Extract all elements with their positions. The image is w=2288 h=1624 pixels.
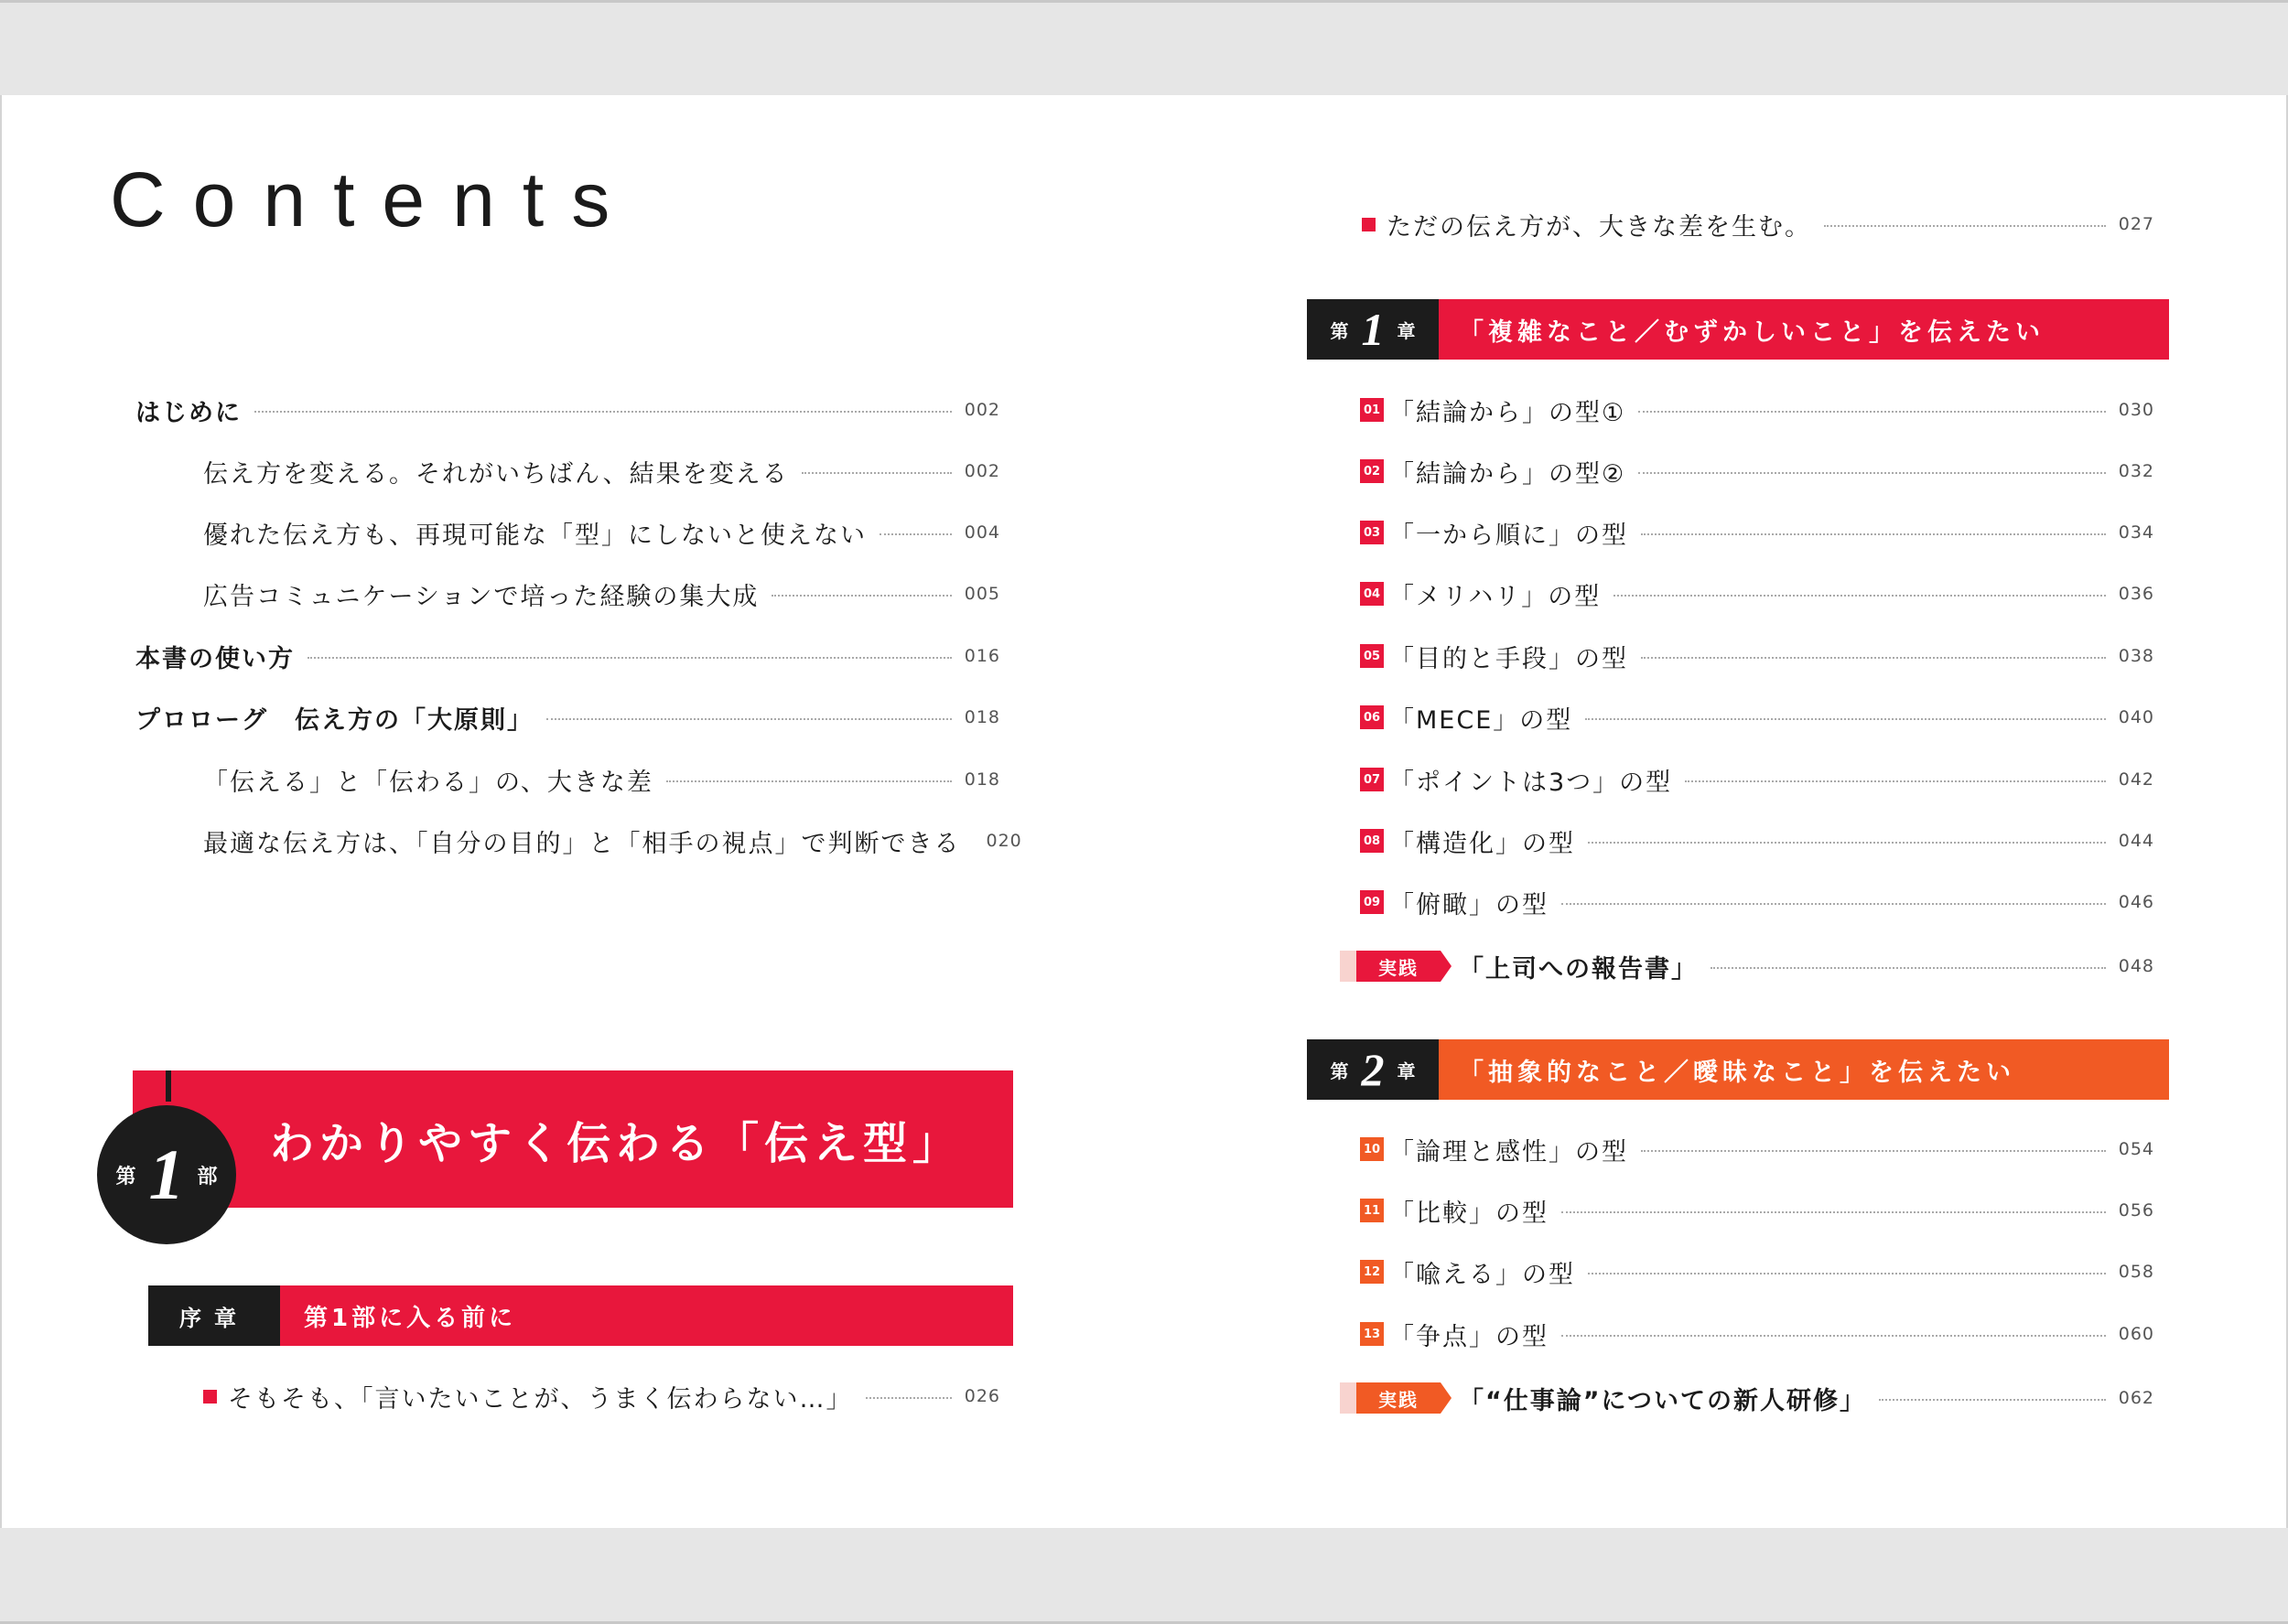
toc-item-08[interactable] [1360, 823, 2154, 859]
toc-entry-label: 広告コミュニケーションで培った経験の集大成 [203, 582, 760, 611]
chapter-sho: 章 [1397, 319, 1416, 342]
leader-dots [1561, 1335, 2106, 1337]
item-number-badge: 12 [1360, 1260, 1384, 1284]
item-number-badge: 08 [1360, 829, 1384, 853]
chapter-title: 「複雑なこと／むずかしいこと」を伝えたい [1439, 299, 2169, 360]
toc-entry-label: はじめに [135, 398, 242, 427]
page-number: 004 [964, 522, 1000, 543]
page-number: 027 [2118, 214, 2154, 234]
chapter-number-block [1307, 1039, 1439, 1100]
leader-dots [880, 533, 952, 535]
leader-dots [866, 1397, 952, 1399]
leader-dots [1588, 842, 2106, 844]
page-number: 018 [964, 769, 1000, 790]
toc-item-10[interactable] [1360, 1131, 2154, 1167]
toc-entry-label: 「メリハリ」の型 [1389, 582, 1602, 611]
item-number-badge: 07 [1360, 768, 1384, 791]
item-number-badge: 01 [1360, 398, 1384, 422]
leader-dots [1638, 472, 2106, 474]
toc-entry-label: 「構造化」の型 [1389, 829, 1575, 858]
toc-entry[interactable] [203, 575, 1000, 612]
item-number-badge: 05 [1360, 644, 1384, 668]
toc-entry-prologue-item[interactable] [203, 1378, 1000, 1414]
toc-entry-label: 最適な伝え方は、「自分の目的」と「相手の視点」で判断できる [203, 829, 961, 858]
leader-dots [1561, 1211, 2106, 1213]
toc-entry[interactable] [203, 453, 1000, 489]
toc-entry-label: 「喩える」の型 [1389, 1260, 1575, 1289]
toc-entry-prologue[interactable] [135, 699, 1000, 736]
item-number-badge: 02 [1360, 459, 1384, 483]
toc-item-03[interactable] [1360, 514, 2154, 551]
toc-entry-label: 本書の使い方 [135, 644, 295, 673]
page-number: 005 [964, 584, 1000, 604]
item-number-badge: 06 [1360, 705, 1384, 729]
part-number: 1 [148, 1135, 185, 1214]
chapter-dai: 第 [1330, 319, 1349, 342]
page-number: 062 [2118, 1388, 2154, 1408]
bottom-frame [0, 1528, 2288, 1624]
page-number: 032 [2118, 461, 2154, 481]
leader-dots [546, 718, 952, 720]
page-number: 056 [2118, 1200, 2154, 1221]
bullet-square-icon [203, 1390, 217, 1404]
toc-entry[interactable] [203, 514, 1000, 551]
toc-entry-usage[interactable] [135, 638, 1000, 674]
item-number-badge: 04 [1360, 582, 1384, 606]
leader-dots [1638, 411, 2106, 413]
toc-entry-label: 「争点」の型 [1389, 1322, 1549, 1351]
toc-entry-label: 優れた伝え方も、再現可能な「型」にしないと使えない [203, 521, 867, 550]
item-number-badge: 09 [1360, 890, 1384, 914]
toc-item-11[interactable] [1360, 1192, 2154, 1229]
page-number: 026 [964, 1386, 1000, 1406]
leader-dots [1585, 718, 2105, 720]
toc-entry-label: 「比較」の型 [1389, 1199, 1549, 1228]
toc-item-06[interactable] [1360, 699, 2154, 736]
prologue-label: 序章 [148, 1285, 280, 1346]
banner-notch [166, 1070, 171, 1102]
leader-dots [1685, 780, 2106, 782]
page-number: 016 [964, 646, 1000, 666]
toc-practice-1[interactable] [1356, 948, 2154, 984]
part-bu: 部 [197, 1165, 218, 1188]
leader-dots [1641, 533, 2106, 535]
top-frame [0, 0, 2288, 95]
leader-dots [1588, 1273, 2106, 1274]
chapter-number-block [1307, 299, 1439, 360]
toc-entry-label: そもそも、「言いたいことが、うまく伝わらない…」 [228, 1384, 853, 1414]
leader-dots [666, 780, 952, 782]
leader-dots [1561, 903, 2106, 905]
toc-entry[interactable] [203, 823, 1022, 859]
toc-practice-2[interactable] [1356, 1380, 2154, 1416]
leader-dots [308, 657, 952, 659]
toc-item-12[interactable] [1360, 1253, 2154, 1290]
page-number: 042 [2118, 769, 2154, 790]
toc-entry-intro[interactable] [1362, 206, 2154, 242]
item-number-badge: 10 [1360, 1137, 1384, 1161]
toc-entry-label: 「結論から」の型① [1389, 398, 1626, 427]
toc-item-02[interactable] [1360, 453, 2154, 489]
toc-entry-label: 「“仕事論”についての新人研修」 [1459, 1386, 1866, 1415]
chapter-2-bar[interactable] [1307, 1039, 2169, 1100]
page-number: 002 [964, 461, 1000, 481]
toc-entry-label: ただの伝え方が、大きな差を生む。 [1387, 212, 1811, 242]
part-title: わかりやすく伝わる「伝え型」 [270, 1117, 963, 1169]
toc-entry-label: 「目的と手段」の型 [1389, 644, 1628, 673]
page-number: 044 [2118, 831, 2154, 851]
toc-entry-label: 伝え方を変える。それがいちばん、結果を変える [203, 459, 789, 489]
page-number: 034 [2118, 522, 2154, 543]
chapter-number: 1 [1361, 304, 1385, 355]
toc-entry-label: 「論理と感性」の型 [1389, 1137, 1628, 1167]
item-number-badge: 03 [1360, 521, 1384, 544]
page-number: 060 [2118, 1324, 2154, 1344]
toc-entry-hajimeni[interactable] [135, 392, 1000, 428]
page-number: 048 [2118, 956, 2154, 976]
toc-entry[interactable] [203, 761, 1000, 798]
leader-dots [772, 595, 951, 597]
page-number: 018 [964, 707, 1000, 727]
page-number: 040 [2118, 707, 2154, 727]
toc-item-04[interactable] [1360, 575, 2154, 612]
toc-item-09[interactable] [1360, 884, 2154, 920]
toc-entry-label: 「伝える」と「伝わる」の、大きな差 [203, 768, 653, 797]
item-number-badge: 13 [1360, 1322, 1384, 1346]
prologue-title: 第1部に入る前に [280, 1285, 1013, 1346]
toc-item-05[interactable] [1360, 638, 2154, 674]
leader-dots [1613, 595, 2106, 597]
item-number-badge: 11 [1360, 1199, 1384, 1222]
page-number: 046 [2118, 892, 2154, 912]
chapter-dai: 第 [1330, 1059, 1349, 1082]
contents-heading: Contents [110, 156, 638, 242]
part-banner[interactable] [133, 1070, 1013, 1208]
toc-entry-label: 「上司への報告書」 [1459, 954, 1698, 984]
toc-item-13[interactable] [1360, 1316, 2154, 1352]
toc-entry-label: 「一から順に」の型 [1389, 521, 1628, 550]
chapter-number: 2 [1361, 1044, 1385, 1095]
chapter-sho: 章 [1397, 1059, 1416, 1082]
leader-dots [802, 472, 952, 474]
leader-dots [1711, 967, 2106, 969]
page-number: 038 [2118, 646, 2154, 666]
toc-entry-label: プロローグ 伝え方の「大原則」 [135, 705, 534, 735]
page-number: 036 [2118, 584, 2154, 604]
leader-dots [1641, 1150, 2106, 1152]
leader-dots [254, 411, 952, 413]
toc-entry-label: 「ポイントは3つ」の型 [1389, 768, 1673, 797]
part-dai: 第 [115, 1165, 136, 1188]
prologue-chapter-bar[interactable] [148, 1285, 1013, 1346]
practice-tag: 実践 [1356, 1382, 1441, 1414]
leader-dots [1879, 1399, 2106, 1401]
page-number: 002 [964, 400, 1000, 420]
toc-entry-label: 「俯瞰」の型 [1389, 890, 1549, 920]
page-number: 030 [2118, 400, 2154, 420]
page-number: 020 [986, 831, 1022, 851]
toc-item-01[interactable] [1360, 392, 2154, 428]
leader-dots [1824, 225, 2106, 227]
practice-tag: 実践 [1356, 951, 1441, 982]
page-number: 058 [2118, 1262, 2154, 1282]
page-number: 054 [2118, 1139, 2154, 1159]
toc-entry-label: 「結論から」の型② [1389, 459, 1626, 489]
chapter-1-bar[interactable] [1307, 299, 2169, 360]
chapter-title: 「抽象的なこと／曖昧なこと」を伝えたい [1439, 1039, 2169, 1100]
toc-entry-label: 「MECE」の型 [1389, 705, 1573, 735]
leader-dots [1641, 657, 2106, 659]
bullet-square-icon [1362, 218, 1376, 231]
part-number-badge [97, 1105, 236, 1244]
toc-item-07[interactable] [1360, 761, 2154, 798]
